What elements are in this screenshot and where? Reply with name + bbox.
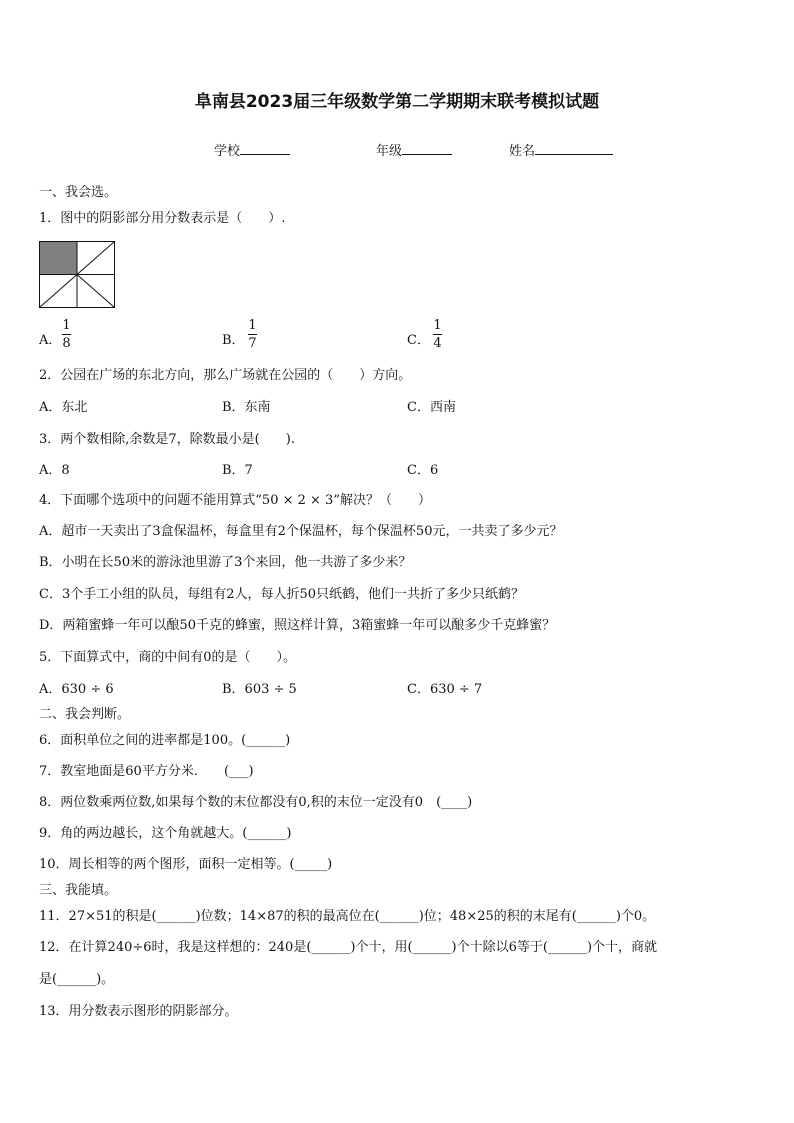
name-label: 姓名 xyxy=(509,144,536,159)
q1-option-c-label: C． xyxy=(407,333,430,348)
question-11[interactable]: 11．27×51的积是(______)位数；14×87的积的最高位在(______)位；48×25的积的末尾有(______)个0。 xyxy=(39,909,656,924)
q1-option-c-denominator: 4 xyxy=(433,336,442,351)
q1-option-b-denominator: 7 xyxy=(248,336,257,351)
question-1: 1．图中的阴影部分用分数表示是（ ）. xyxy=(39,211,286,226)
question-10[interactable]: 10．周长相等的两个图形，面积一定相等。(_____) xyxy=(39,857,333,872)
section-heading-choose: 一、我会选。 xyxy=(39,185,118,200)
q2-option-b[interactable]: B．东南 xyxy=(222,400,271,415)
section-heading-fill: 三、我能填。 xyxy=(39,883,118,898)
name-blank[interactable] xyxy=(535,143,613,155)
q2-option-c[interactable]: C．西南 xyxy=(407,400,456,415)
school-field[interactable] xyxy=(214,140,290,159)
grade-field[interactable] xyxy=(376,140,452,159)
question-7[interactable]: 7．教室地面是60平方分米. (___) xyxy=(39,764,254,779)
q4-option-c[interactable]: C．3个手工小组的队员，每组有2人，每人折50只纸鹤，他们一共折了多少只纸鹤？ xyxy=(39,587,525,602)
question-8[interactable]: 8．两位数乘两位数,如果每个数的末位都没有0,积的末位一定没有0 (____) xyxy=(39,795,473,810)
q1-option-a-label: A． xyxy=(39,333,62,348)
q1-option-b-label: B． xyxy=(222,333,245,348)
q3-option-a[interactable]: A．8 xyxy=(39,463,70,478)
shaded-part xyxy=(40,242,78,275)
grade-label: 年级 xyxy=(376,144,403,159)
q1-option-c-fraction[interactable] xyxy=(433,318,442,351)
grade-blank[interactable] xyxy=(402,143,452,155)
q1-option-c-numerator: 1 xyxy=(433,318,442,333)
q4-option-d[interactable]: D．两箱蜜蜂一年可以酿50千克的蜂蜜，照这样计算，3箱蜜蜂一年可以酿多少千克蜂蜜？ xyxy=(39,618,556,633)
question-5: 5．下面算式中，商的中间有0的是（ ）。 xyxy=(39,650,297,665)
question-13: 13．用分数表示图形的阴影部分。 xyxy=(39,1004,238,1019)
q2-option-a[interactable]: A．东北 xyxy=(39,400,88,415)
page-title: 阜南县2023届三年级数学第二学期期末联考模拟试题 xyxy=(194,92,600,112)
name-field[interactable] xyxy=(509,140,613,159)
question-6[interactable]: 6．面积单位之间的进率都是100。(______) xyxy=(39,733,291,748)
q3-option-c[interactable]: C．6 xyxy=(407,463,439,478)
q5-option-b[interactable]: B．603 ÷ 5 xyxy=(222,682,297,697)
q1-option-b-fraction[interactable] xyxy=(248,318,257,351)
q4-option-a[interactable]: A．超市一天卖出了3盒保温杯，每盒里有2个保温杯，每个保温杯50元，一共卖了多少元？ xyxy=(39,524,563,539)
question-12-line1[interactable]: 12．在计算240÷6时，我是这样想的：240是(______)个十，用(______)个十除以6等于(______)个十，商就 xyxy=(39,940,658,955)
shaded-square-figure xyxy=(39,241,115,308)
q1-option-a-fraction[interactable] xyxy=(62,318,71,351)
question-4: 4．下面哪个选项中的问题不能用算式“50 × 2 × 3”解决？（ ） xyxy=(39,493,431,508)
q1-option-b-numerator: 1 xyxy=(248,318,257,333)
q5-option-c[interactable]: C．630 ÷ 7 xyxy=(407,682,483,697)
q3-option-b[interactable]: B．7 xyxy=(222,463,253,478)
school-label: 学校 xyxy=(214,144,241,159)
section-heading-judge: 二、我会判断。 xyxy=(39,707,131,722)
question-3: 3．两个数相除,余数是7，除数最小是( ). xyxy=(39,432,295,447)
question-2: 2．公园在广场的东北方向，那么广场就在公园的（ ）方向。 xyxy=(39,368,412,383)
q1-option-a-denominator: 8 xyxy=(62,336,71,351)
question-12-line2[interactable]: 是(______)。 xyxy=(39,972,115,987)
q4-option-b[interactable]: B．小明在长50米的游泳池里游了3个来回，他一共游了多少米？ xyxy=(39,555,412,570)
school-blank[interactable] xyxy=(240,143,290,155)
q5-option-a[interactable]: A．630 ÷ 6 xyxy=(39,682,114,697)
question-9[interactable]: 9．角的两边越长，这个角就越大。(______) xyxy=(39,826,292,841)
q1-option-a-numerator: 1 xyxy=(62,318,71,333)
